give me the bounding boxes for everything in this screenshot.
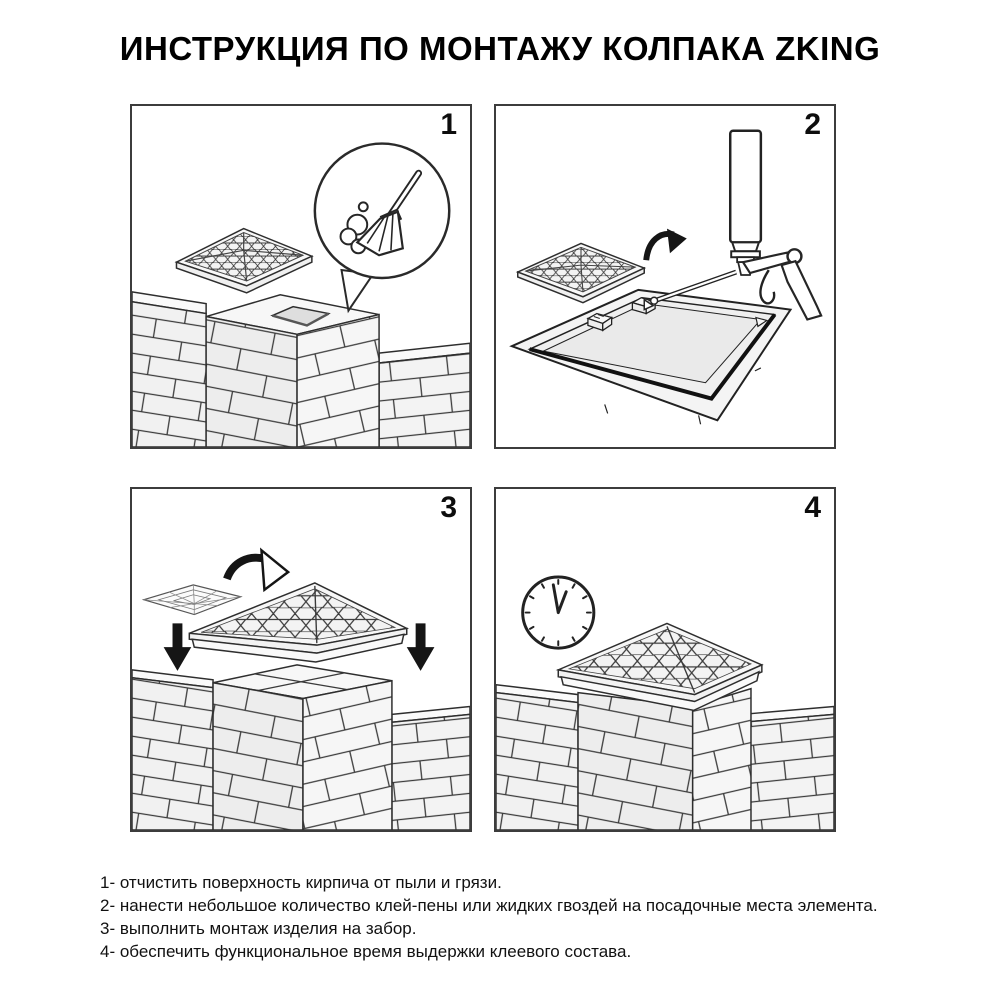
instruction-line-2: 2- нанести небольшое количество клей-пены или жидких гвоздей на посадочные места элемента. bbox=[100, 896, 878, 915]
panel-2-illustration bbox=[496, 106, 834, 447]
brick-pillar bbox=[213, 665, 392, 830]
cap-upside-down-small bbox=[144, 585, 241, 615]
cap-underside-tray bbox=[512, 290, 791, 424]
foam-gun-icon bbox=[644, 131, 821, 320]
down-arrow-icon bbox=[407, 623, 435, 670]
panel-number: 1 bbox=[440, 108, 457, 141]
flip-arrow-icon bbox=[227, 550, 288, 590]
brick-wall-left bbox=[132, 292, 206, 447]
panel-number: 2 bbox=[804, 108, 821, 141]
glue-canister bbox=[730, 131, 761, 275]
instruction-line-3: 3- выполнить монтаж изделия на забор. bbox=[100, 919, 417, 938]
brick-pillar bbox=[578, 689, 751, 830]
panel-number: 4 bbox=[804, 491, 821, 524]
panel-step-2 bbox=[494, 104, 836, 449]
chimney-cap bbox=[176, 229, 311, 293]
down-arrow-icon bbox=[164, 623, 192, 670]
instruction-line-4: 4- обеспечить функциональное время выдержки клеевого состава. bbox=[100, 942, 632, 961]
flip-arrow-icon bbox=[646, 229, 687, 261]
panel-1-illustration bbox=[132, 106, 470, 447]
chimney-cap-small bbox=[518, 243, 645, 302]
brick-wall-right bbox=[379, 343, 470, 447]
panel-3-illustration bbox=[132, 489, 470, 830]
brick-wall-left bbox=[132, 670, 213, 830]
panel-step-1 bbox=[130, 104, 472, 449]
brick-pillar bbox=[206, 295, 379, 447]
page-title: ИНСТРУКЦИЯ ПО МОНТАЖУ КОЛПАКА ZKING bbox=[119, 30, 881, 67]
clock-icon bbox=[523, 577, 594, 648]
instruction-list bbox=[100, 871, 878, 963]
instruction-line-1: 1- отчистить поверхность кирпича от пыли и грязи. bbox=[100, 873, 502, 892]
brick-wall-left bbox=[496, 685, 578, 830]
panel-step-3 bbox=[130, 487, 472, 832]
panel-step-4 bbox=[494, 487, 836, 832]
panel-4-illustration bbox=[496, 489, 834, 830]
brick-wall-right bbox=[392, 706, 470, 830]
panel-number: 3 bbox=[440, 491, 457, 524]
